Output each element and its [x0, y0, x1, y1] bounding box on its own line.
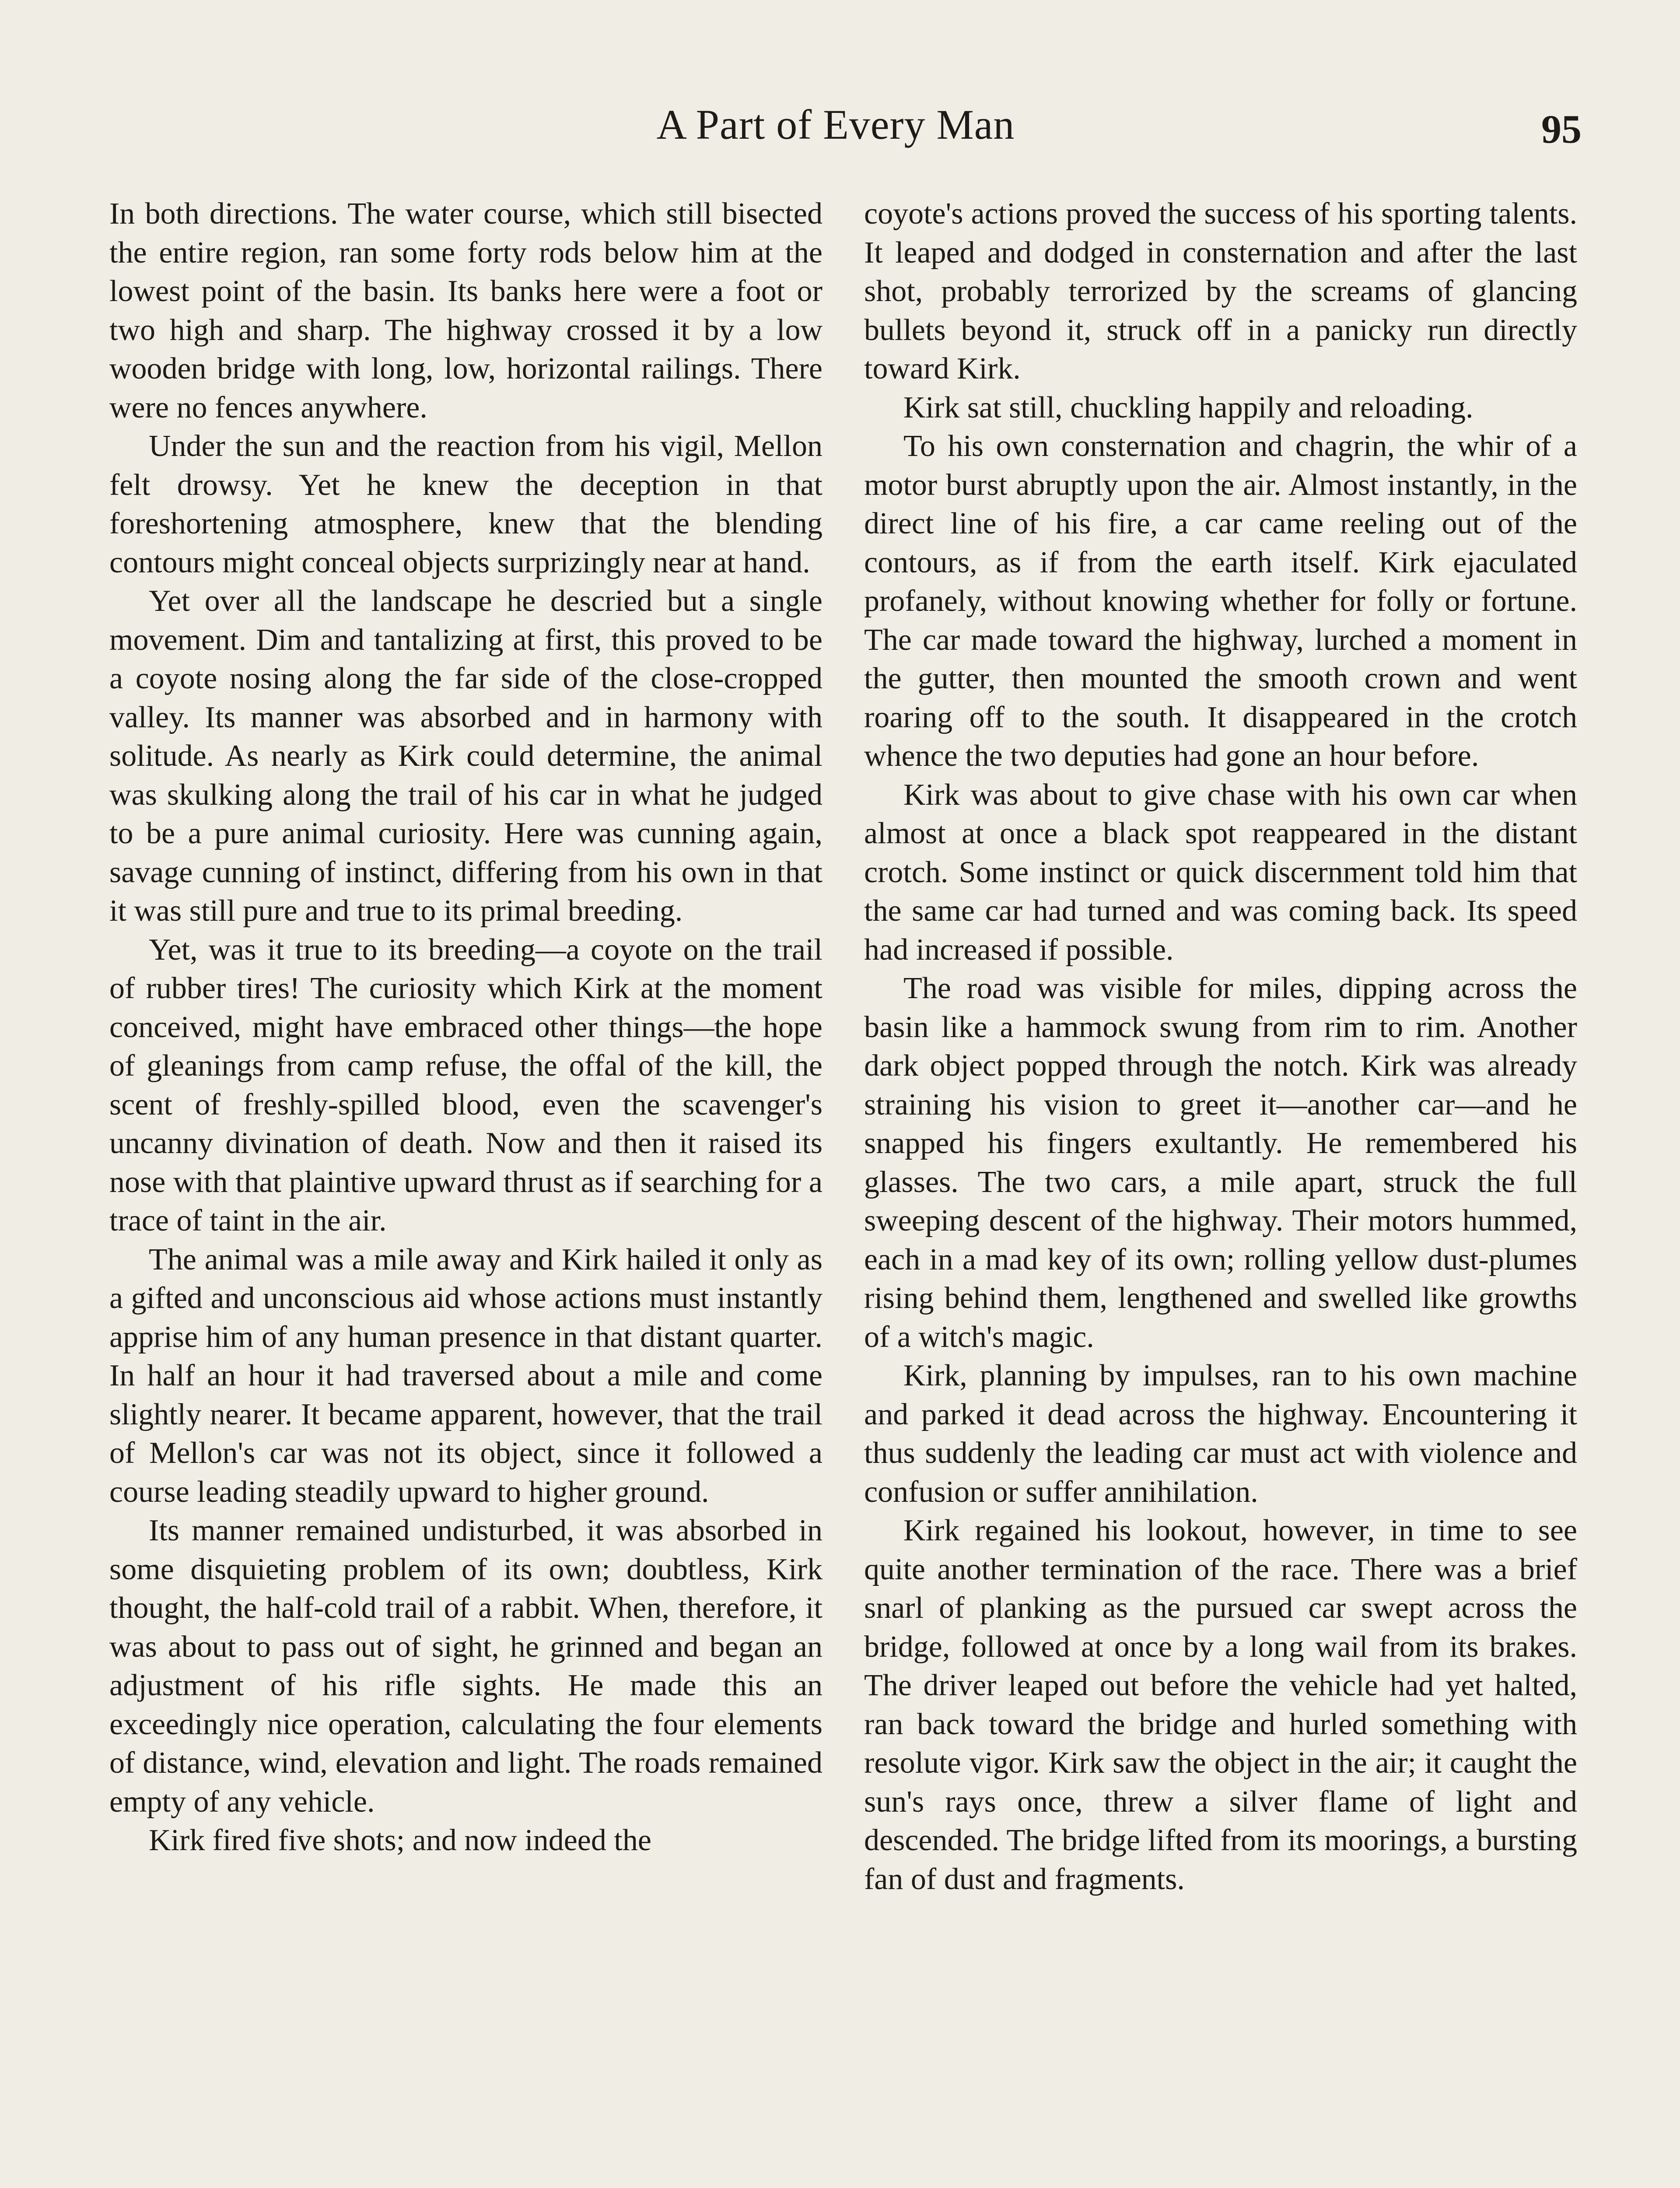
paragraph: Yet, was it true to its breeding—a coyote on the trail of rubber tires! The curiosity which Kirk at the moment conceived, might have embraced other things—the hope of gleanings from camp refuse, the offal of the kill, the scent of freshly-spilled blood, even the scavenger's uncanny divination of death. Now and then it raised its nose with that plaintive upward thrust as if searching for a trace of taint in the air.: [109, 933, 822, 1238]
paragraph: The road was visible for miles, dipping across the basin like a hammock swung from rim to rim. Another dark object popped through the notch. Kirk was already straining his vision to greet it—another car—and he snapped his fingers exultantly. He remembered his glasses. The two cars, a mile apart, struck the full sweeping descent of the highway. Their motors hummed, each in a mad key of its own; rolling yellow dust-plumes rising behind them, lengthened and swelled like growths of a witch's magic.: [864, 971, 1577, 1354]
paragraph: Kirk fired five shots; and now indeed the: [149, 1823, 651, 1857]
page-number: 95: [1541, 107, 1582, 151]
running-title: A Part of Every Man: [656, 101, 1015, 148]
paragraph: To his own consternation and chagrin, the whir of a motor burst abruptly upon the air. Almost instantly, in the direct line of his fire, a car came reeling out of the contours, as if from the earth itself. Kirk ejaculated profanely, without knowing whether for folly or fortune. The car made toward the highway, lurched a moment in the gutter, then mounted the smooth crown and went roaring off to the south. It disappeared in the crotch whence the two deputies had gone an hour before.: [864, 429, 1577, 773]
page-header: [0, 98, 1680, 151]
paragraph: In both directions. The water course, which still bisected the entire region, ran some forty rods below him at the lowest point of the basin. Its banks here were a foot or two high and sharp. The highway crossed it by a low wooden bridge with long, low, horizontal railings. There were no fences anywhere.: [109, 197, 822, 424]
paragraph: Kirk regained his lookout, however, in time to see quite another termination of the race. There was a brief snarl of planking as the pursued car swept across the bridge, followed at once by a long wail from its brakes. The driver leaped out before the vehicle had yet halted, ran back toward the bridge and hurled something with resolute vigor. Kirk saw the object in the air; it caught the sun's rays once, threw a silver flame of light and descended. The bridge lifted from its moorings, a bursting fan of dust and fragments.: [864, 1514, 1577, 1896]
paragraph: coyote's actions proved the success of his sporting talents. It leaped and dodged in consternation and after the last shot, probably terrorized by the screams of glancing bullets beyond it, struck off in a panicky run directly toward Kirk.: [864, 197, 1577, 386]
paragraph: The animal was a mile away and Kirk hailed it only as a gifted and unconscious aid whose actions must instantly apprise him of any human presence in that distant quarter. In half an hour it had traversed about a mile and come slightly nearer. It became apparent, however, that the trail of Mellon's car was not its object, since it followed a course leading steadily upward to higher ground.: [109, 1242, 822, 1509]
paragraph: Its manner remained undisturbed, it was absorbed in some disquieting problem of its own; doubtless, Kirk thought, the half-cold trail of a rabbit. When, therefore, it was about to pass out of sight, he grinned and began an adjustment of his rifle sights. He made this an exceedingly nice operation, calculating the four elements of distance, wind, elevation and light. The roads remained empty of any vehicle.: [109, 1514, 822, 1819]
paragraph: Kirk was about to give chase with his own car when almost at once a black spot reappeared in the distant crotch. Some instinct or quick discernment told him that the same car had turned and was coming back. Its speed had increased if possible.: [864, 778, 1577, 967]
paragraph: Yet over all the landscape he descried but a single movement. Dim and tantalizing at first, this proved to be a coyote nosing along the far side of the close-cropped valley. Its manner was absorbed and in harmony with solitude. As nearly as Kirk could determine, the animal was skulking along the trail of his car in what he judged to be a pure animal curiosity. Here was cunning again, savage cunning of instinct, differing from his own in that it was still pure and true to its primal breeding.: [109, 584, 822, 928]
paragraph: Under the sun and the reaction from his vigil, Mellon felt drowsy. Yet he knew the deception in that foreshortening atmosphere, knew that the blending contours might conceal objects surprizingly near at hand.: [109, 429, 822, 579]
left-column: [109, 195, 822, 1860]
paragraph: Kirk sat still, chuckling happily and reloading.: [903, 390, 1474, 424]
right-column: [864, 195, 1577, 1899]
paragraph: Kirk, planning by impulses, ran to his own machine and parked it dead across the highway. Encountering it thus suddenly the leading car must act with violence and confusion or suffer annihilation.: [864, 1359, 1577, 1509]
